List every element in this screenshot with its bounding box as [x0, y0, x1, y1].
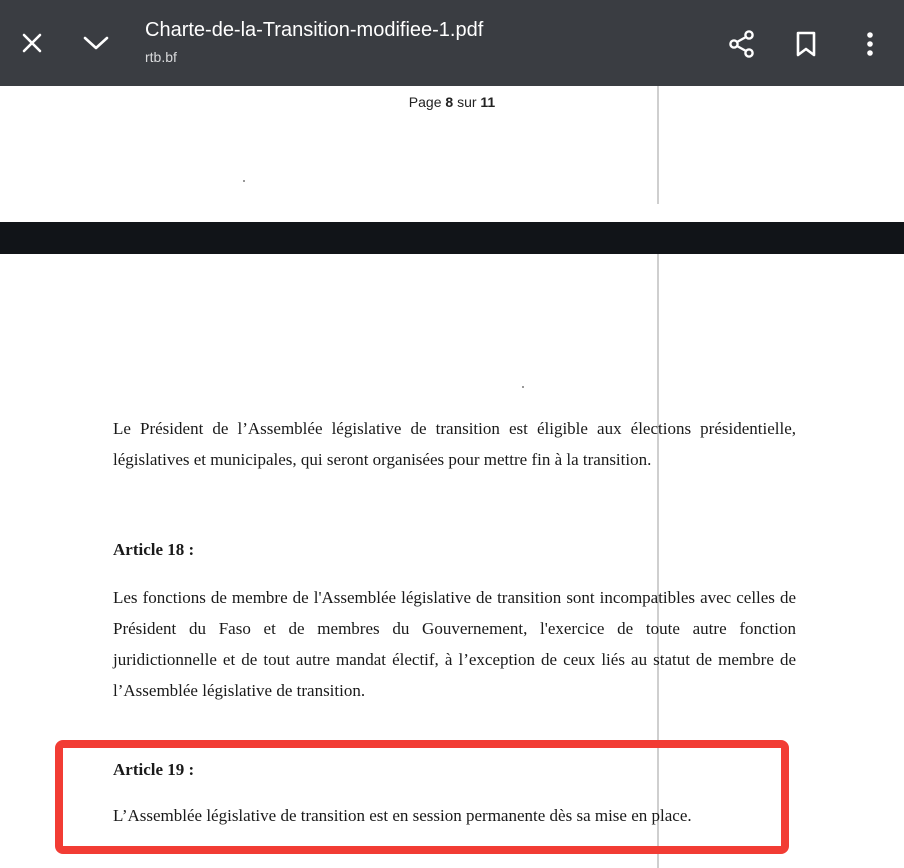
close-icon[interactable] — [12, 23, 52, 63]
current-page: 8 — [445, 94, 454, 110]
article-19-text: L’Assemblée législative de transition est en session permanente dès sa mise en place. — [113, 806, 692, 825]
page-label: Page — [408, 94, 442, 110]
scan-speck — [243, 180, 245, 182]
paragraph-president-eligibility: Le Président de l’Assemblée législative de transition est éligible aux élections présidentielle, législatives et municipales, qui seront organisées pour mettre fin à la transition. — [113, 419, 796, 469]
chevron-down-icon[interactable] — [76, 23, 116, 63]
document-title-block — [145, 18, 483, 66]
bookmark-icon[interactable] — [786, 24, 826, 64]
page-separator-bar — [0, 222, 904, 254]
document-title: Charte-de-la-Transition-modifiee-1.pdf — [145, 19, 484, 41]
document-source: rtb.bf — [145, 49, 177, 65]
page-indicator — [0, 94, 904, 110]
article-19-heading: Article 19 : — [113, 760, 195, 779]
more-vertical-icon[interactable] — [850, 24, 890, 64]
article-18-text: Les fonctions de membre de l'Assemblée législative de transition sont incompatibles avec celles de Président du Faso et de membres du Gouvernement, l'exercice de toute autre fonction juridictionnelle et de tout autre mandat électif, à l’exception de ceux liés au statut de membre de l’Assemblée législative de transition. — [113, 588, 796, 700]
total-pages: 11 — [480, 94, 496, 110]
previous-page-bottom — [0, 86, 904, 222]
scan-fold-line — [657, 86, 659, 204]
article-18-heading: Article 18 : — [113, 540, 195, 559]
page-separator: sur — [457, 94, 477, 110]
scan-speck — [522, 386, 524, 388]
pdf-viewer-toolbar — [0, 0, 904, 86]
share-icon[interactable] — [722, 24, 762, 64]
